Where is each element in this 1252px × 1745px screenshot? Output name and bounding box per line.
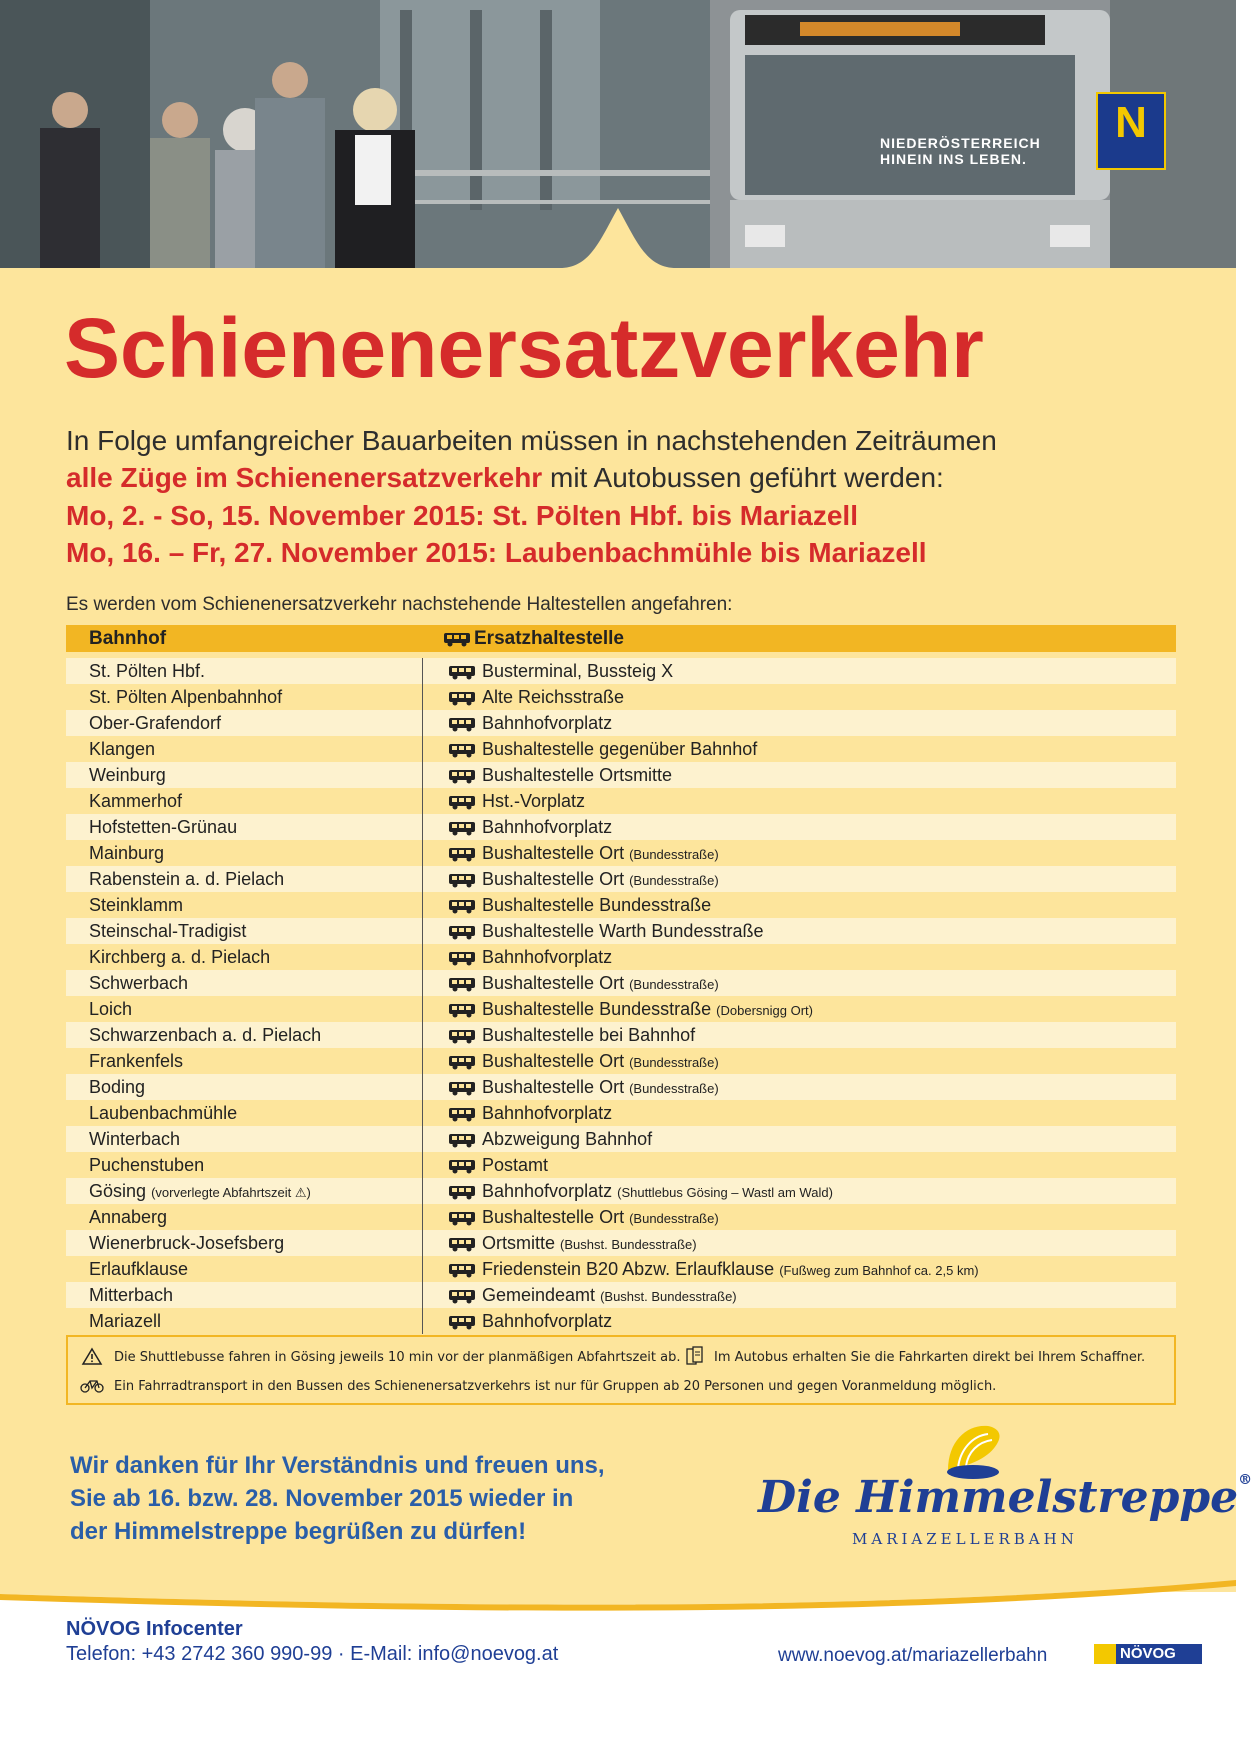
- bus-icon: [449, 899, 475, 918]
- shuttle-note: Die Shuttlebusse fahren in Gösing jeweils 10 min vor der planmäßigen Abfahrtszeit ab.: [114, 1350, 681, 1365]
- station-name: Ober-Grafendorf: [89, 713, 222, 733]
- stop-note: (Bundesstraße): [629, 1055, 719, 1070]
- region-logo-letter: N: [1115, 98, 1147, 147]
- bus-icon: [449, 1107, 475, 1126]
- bus-icon: [449, 821, 475, 840]
- stop-note: (Bushst. Bundesstraße): [600, 1289, 737, 1304]
- stop-note: (Bundesstraße): [629, 1081, 719, 1096]
- region-name: NIEDERÖSTERREICH: [880, 135, 1041, 151]
- bus-icon: [449, 1315, 475, 1334]
- bus-icon: [449, 665, 475, 684]
- table-header: [66, 625, 1176, 652]
- bus-icon: [449, 691, 475, 710]
- logo-subtitle: MARIAZELLERBAHN: [852, 1530, 1078, 1548]
- table-row: [66, 944, 1176, 970]
- replacement-stop: Postamt: [482, 1155, 549, 1175]
- station-name: Steinklamm: [89, 895, 184, 915]
- intro-text-2: [66, 462, 944, 494]
- replacement-stop: Bushaltestelle Ort (Bundesstraße): [482, 869, 719, 889]
- column-header-stop: Ersatzhaltestelle: [474, 628, 624, 649]
- bicycle-note: Ein Fahrradtransport in den Bussen des Schienenersatzverkehrs ist nur für Gruppen ab 20 Personen und gegen Voranmeldung möglich.: [114, 1379, 997, 1394]
- replacement-stop: Bushaltestelle Ort (Bundesstraße): [482, 973, 719, 993]
- replacement-stop: Bushaltestelle Ort (Bundesstraße): [482, 843, 719, 863]
- table-row: [66, 892, 1176, 918]
- footer-title: NÖVOG Infocenter: [66, 1618, 243, 1640]
- table-body: [66, 658, 1176, 1334]
- novog-label: NÖVOG: [1120, 1645, 1176, 1662]
- bus-icon: [449, 1185, 475, 1204]
- stop-note: (Bundesstraße): [629, 977, 719, 992]
- station-name: Mainburg: [89, 843, 165, 863]
- logo-emblem: [938, 1420, 1008, 1480]
- region-slogan: [880, 135, 1080, 167]
- table-row: [66, 840, 1176, 866]
- stop-note: (Bundesstraße): [629, 847, 719, 862]
- station-name: Winterbach: [89, 1129, 181, 1149]
- bus-icon: [449, 1029, 475, 1048]
- table-row: [66, 1152, 1176, 1178]
- replacement-stop: Bushaltestelle Warth Bundesstraße: [482, 921, 764, 941]
- table-row: [66, 684, 1176, 710]
- bus-icon: [449, 1289, 475, 1308]
- bicycle-icon: [80, 1377, 104, 1393]
- station-name: Mariazell: [89, 1311, 162, 1331]
- column-divider: [422, 658, 423, 1334]
- replacement-stop: Bushaltestelle gegenüber Bahnhof: [482, 739, 758, 759]
- bus-icon: [449, 1237, 475, 1256]
- warning-icon: [82, 1348, 102, 1365]
- ticket-icon: [686, 1346, 704, 1366]
- replacement-stop: Hst.-Vorplatz: [482, 791, 586, 811]
- thanks-line-3: der Himmelstreppe begrüßen zu dürfen!: [70, 1518, 527, 1545]
- footer-contact: Telefon: +43 2742 360 990-99 · E-Mail: info@noevog.at: [66, 1643, 559, 1665]
- table-row: [66, 1048, 1176, 1074]
- stop-note: (Dobersnigg Ort): [716, 1003, 813, 1018]
- replacement-stop: Bushaltestelle Ortsmitte: [482, 765, 673, 785]
- bus-icon: [449, 1055, 475, 1074]
- replacement-stop: Bahnhofvorplatz: [482, 1311, 613, 1331]
- station-name: Boding: [89, 1077, 146, 1097]
- replacement-stop: Bushaltestelle Ort (Bundesstraße): [482, 1077, 719, 1097]
- replacement-stop: Bahnhofvorplatz: [482, 1103, 613, 1123]
- bus-icon: [449, 1263, 475, 1282]
- station-name: Mitterbach: [89, 1285, 174, 1305]
- region-tagline: HINEIN INS LEBEN.: [880, 151, 1027, 167]
- replacement-stop: Bahnhofvorplatz: [482, 817, 613, 837]
- table-row: [66, 1074, 1176, 1100]
- page-title: Schienenersatzverkehr: [64, 301, 984, 395]
- footer-wave: [0, 1560, 1236, 1620]
- novog-badge: [1094, 1644, 1202, 1664]
- table-row: [66, 970, 1176, 996]
- station-name: Erlaufklause: [89, 1259, 189, 1279]
- logo-wordmark: Die Himmelstreppe®: [758, 1472, 1252, 1523]
- bus-icon: [449, 1003, 475, 1022]
- station-name: Loich: [89, 999, 133, 1019]
- ticket-note: Im Autobus erhalten Sie die Fahrkarten direkt bei Ihrem Schaffner.: [714, 1350, 1146, 1365]
- station-name: Frankenfels: [89, 1051, 184, 1071]
- table-row: [66, 996, 1176, 1022]
- replacement-stop: Abzweigung Bahnhof: [482, 1129, 653, 1149]
- period-2: Mo, 16. – Fr, 27. November 2015: Laubenbachmühle bis Mariazell: [66, 537, 927, 568]
- station-name: Hofstetten-Grünau: [89, 817, 238, 837]
- stop-note: (Fußweg zum Bahnhof ca. 2,5 km): [779, 1263, 979, 1278]
- replacement-stop: Alte Reichsstraße: [482, 687, 625, 707]
- station-name: St. Pölten Alpenbahnhof: [89, 687, 283, 707]
- station-name: Kammerhof: [89, 791, 183, 811]
- column-header-station: Bahnhof: [89, 628, 167, 649]
- replacement-stop: Friedenstein B20 Abzw. Erlaufklause (Fußweg zum Bahnhof ca. 2,5 km): [482, 1259, 979, 1279]
- himmelstreppe-logo: [758, 1420, 1252, 1550]
- table-row: [66, 736, 1176, 762]
- station-name: Laubenbachmühle: [89, 1103, 238, 1123]
- table-row: [66, 814, 1176, 840]
- station-name: Gösing (vorverlegte Abfahrtszeit ⚠): [89, 1181, 311, 1201]
- bus-icon: [449, 925, 475, 944]
- stop-note: (Bundesstraße): [629, 873, 719, 888]
- station-name: Schwerbach: [89, 973, 189, 993]
- table-row: [66, 1308, 1176, 1334]
- bus-icon: [449, 1211, 475, 1230]
- table-row: [66, 1230, 1176, 1256]
- station-note: (vorverlegte Abfahrtszeit ⚠): [151, 1185, 311, 1200]
- bus-icon: [449, 1081, 475, 1100]
- station-name: Klangen: [89, 739, 156, 759]
- bus-icon: [449, 1133, 475, 1152]
- station-name: Annaberg: [89, 1207, 168, 1227]
- replacement-stop: Bushaltestelle Ort (Bundesstraße): [482, 1051, 719, 1071]
- intro-text: In Folge umfangreicher Bauarbeiten müssen in nachstehenden Zeiträumen: [66, 425, 997, 456]
- bus-icon: [449, 873, 475, 892]
- stop-note: (Shuttlebus Gösing – Wastl am Wald): [617, 1185, 833, 1200]
- notes-box: [66, 1335, 1176, 1405]
- replacement-stop: Bushaltestelle Ort (Bundesstraße): [482, 1207, 719, 1227]
- table-row: [66, 1204, 1176, 1230]
- novog-logo-dot: [1094, 1644, 1116, 1664]
- table-row: [66, 918, 1176, 944]
- replacement-stop: Bushaltestelle bei Bahnhof: [482, 1025, 696, 1045]
- intro-rest: mit Autobussen geführt werden:: [542, 462, 944, 493]
- thanks-line-1: Wir danken für Ihr Verständnis und freuen uns,: [70, 1452, 605, 1479]
- replacement-stop: Busterminal, Bussteig X: [482, 661, 674, 681]
- bus-icon: [449, 977, 475, 996]
- bus-icon: [449, 717, 475, 736]
- replacement-stop: Bahnhofvorplatz: [482, 947, 613, 967]
- intro-highlight: alle Züge im Schienenersatzverkehr: [66, 462, 543, 493]
- station-name: Wienerbruck-Josefsberg: [89, 1233, 285, 1253]
- table-row: [66, 658, 1176, 684]
- stop-note: (Bundesstraße): [629, 1211, 719, 1226]
- station-name: Steinschal-Tradigist: [89, 921, 247, 941]
- region-brand: [880, 95, 1080, 175]
- station-name: Schwarzenbach a. d. Pielach: [89, 1025, 322, 1045]
- bus-icon: [449, 743, 475, 762]
- table-row: [66, 1282, 1176, 1308]
- thanks-line-2: Sie ab 16. bzw. 28. November 2015 wieder in: [70, 1485, 574, 1512]
- replacement-stop: Gemeindeamt (Bushst. Bundesstraße): [482, 1285, 737, 1305]
- station-name: Puchenstuben: [89, 1155, 205, 1175]
- table-row: [66, 788, 1176, 814]
- replacement-stop: Bahnhofvorplatz (Shuttlebus Gösing – Wastl am Wald): [482, 1181, 833, 1201]
- table-row: [66, 1126, 1176, 1152]
- replacement-stop: Bahnhofvorplatz: [482, 713, 613, 733]
- footer-url[interactable]: www.noevog.at/mariazellerbahn: [778, 1645, 1048, 1666]
- table-row: [66, 1100, 1176, 1126]
- bus-icon: [449, 1159, 475, 1178]
- bus-icon: [449, 951, 475, 970]
- table-row: [66, 1256, 1176, 1282]
- station-name: Weinburg: [89, 765, 166, 785]
- table-caption: Es werden vom Schienenersatzverkehr nachstehende Haltestellen angefahren:: [66, 594, 733, 615]
- replacement-stop: Bushaltestelle Bundesstraße (Dobersnigg Ort): [482, 999, 813, 1019]
- stops-table: [66, 625, 1176, 1331]
- bus-icon: [449, 769, 475, 788]
- table-row: [66, 710, 1176, 736]
- replacement-stop: Ortsmitte (Bushst. Bundesstraße): [482, 1233, 697, 1253]
- bus-icon: [449, 795, 475, 814]
- table-row: [66, 1022, 1176, 1048]
- bus-icon: [449, 847, 475, 866]
- table-row: [66, 866, 1176, 892]
- table-row: [66, 1178, 1176, 1204]
- stop-note: (Bushst. Bundesstraße): [560, 1237, 697, 1252]
- table-row: [66, 762, 1176, 788]
- station-name: Kirchberg a. d. Pielach: [89, 947, 271, 967]
- station-name: St. Pölten Hbf.: [89, 661, 206, 681]
- bus-icon: [444, 633, 470, 647]
- replacement-stop: Bushaltestelle Bundesstraße: [482, 895, 712, 915]
- period-1: Mo, 2. - So, 15. November 2015: St. Pölten Hbf. bis Mariazell: [66, 500, 858, 531]
- region-logo: [1096, 92, 1166, 170]
- station-name: Rabenstein a. d. Pielach: [89, 869, 285, 889]
